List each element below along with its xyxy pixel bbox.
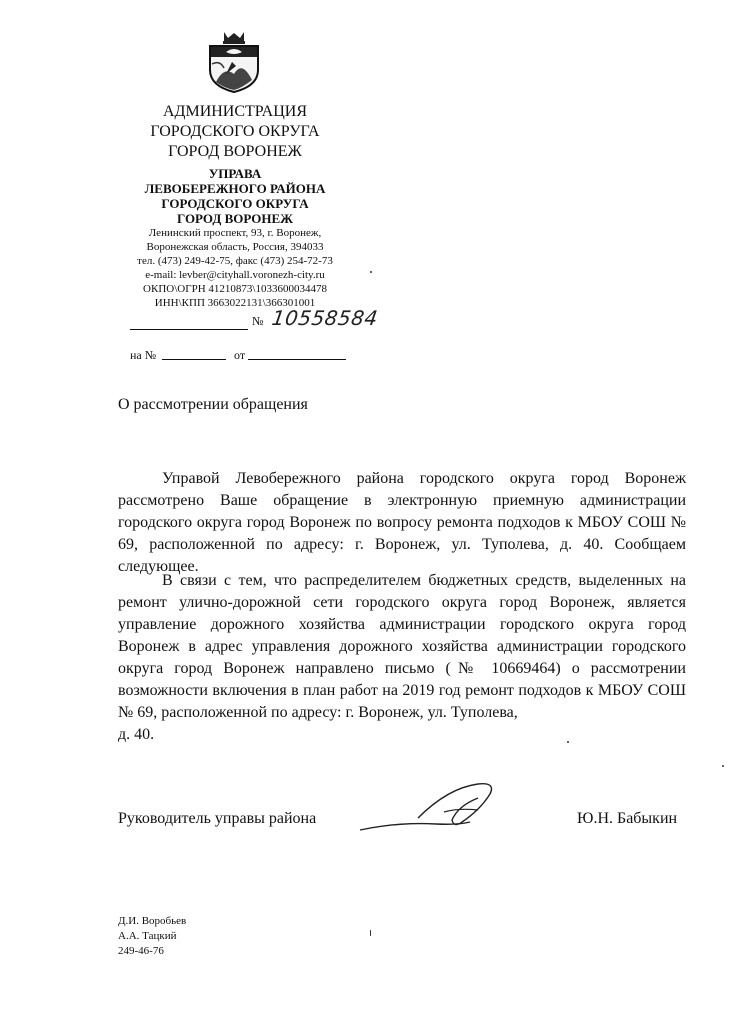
handwritten-signature [358,778,508,838]
paragraph-1-text: Управой Левобережного района городского округа город Воронеж рассмотрено Ваше обращение в электронную приемную администрации городского округа город Воронеж по вопросу ремонта подходов к МБОУ СОШ № 69, расположенной по адресу: г. Воронеж, ул. Туполева, д. 40. Сообщаем следующее. [118,470,686,575]
body-paragraph-1 [118,468,686,578]
reply-date-label: от [234,348,246,362]
signer-position: Руководитель управы района [118,810,317,827]
address-line: Ленинский проспект, 93, г. Воронеж, [148,227,322,239]
reply-number-label: на № [130,348,157,362]
admin-line: ГОРОД ВОРОНЕЖ [168,143,302,160]
inn-line: ИНН\КПП 3663022131\366301001 [154,297,316,309]
paragraph-2-end: д. 40. [118,726,155,743]
region-line: Воронежская область, Россия, 394033 [146,241,324,253]
executor-phone: 249-46-76 [118,945,164,957]
regno-handwritten-value: 10558584 [270,306,380,330]
reply-number-blank [162,359,226,360]
letter-subject: О рассмотрении обращения [118,396,308,413]
phone-line: тел. (473) 249-42-75, факс (473) 254-72-73 [137,255,333,267]
department-name [100,166,370,226]
reply-date-blank [248,359,346,360]
executors-block [118,914,186,959]
dept-line: ГОРОДСКОГО ОКРУГА [161,196,309,211]
scan-speck [370,271,372,273]
scan-speck [370,930,371,936]
paragraph-2-text: В связи с тем, что распределителем бюджетных средств, выделенных на ремонт улично-дорожной сети городского округа город Воронеж, является управление дорожного хозяйства администрации городского округа город Воронеж в адрес управления дорожного хозяйства администрации городского округа город Воронеж направлено письмо (№ 10669464) о рассмотрении возможности включения в план работ на 2019 год ремонт подходов к МБОУ СОШ № 69, расположенной по адресу: г. Воронеж, ул. Туполева, [118,572,686,721]
admin-line: АДМИНИСТРАЦИЯ [163,103,307,120]
admin-name [100,102,370,162]
coat-of-arms-icon [206,30,262,94]
dept-line: ЛЕВОБЕРЕЖНОГО РАЙОНА [144,181,326,196]
signer-name: Ю.Н. Бабыкин [577,810,678,827]
dept-line: ГОРОД ВОРОНЕЖ [177,211,293,226]
regno-label: № [252,314,264,328]
dept-line: УПРАВА [208,166,262,181]
executor-name: А.А. Тацкий [118,930,177,942]
scan-speck [567,741,569,743]
executor-name: Д.И. Воробьев [118,915,187,927]
scan-speck [722,765,724,767]
okpo-line: ОКПО\ОГРН 41210873\1033600034478 [143,283,327,295]
contact-block [100,226,370,310]
body-paragraph-2 [118,570,686,746]
regno-blank-line [130,313,248,330]
admin-line: ГОРОДСКОГО ОКРУГА [150,123,320,140]
email-line: e-mail: levber@cityhall.voronezh-city.ru [145,269,325,281]
